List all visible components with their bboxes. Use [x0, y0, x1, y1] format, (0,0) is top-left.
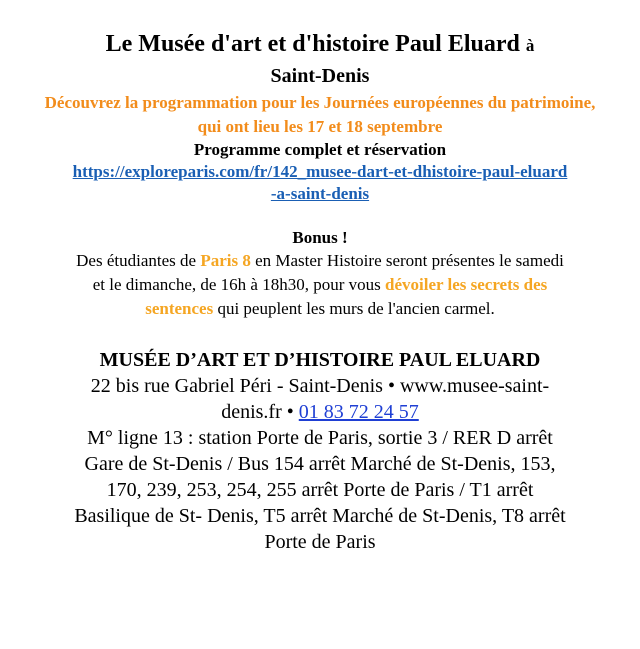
bonus-title: Bonus !	[292, 228, 348, 247]
title-preposition: à	[525, 36, 535, 55]
page-title	[40, 30, 600, 89]
program-link[interactable]: https://exploreparis.com/fr/142_musee-dart-et-dhistoire-paul-eluard-a-saint-denis	[72, 162, 568, 203]
bonus-text-part-3: qui peuplent les murs de l'ancien carmel.	[213, 299, 495, 318]
title-city: Saint-Denis	[270, 65, 370, 87]
museum-address-text: 22 bis rue Gabriel Péri - Saint-Denis • www.musee-saint-denis.fr •	[90, 375, 550, 423]
program-label: Programme complet et réservation	[193, 140, 447, 159]
museum-address	[75, 373, 565, 425]
museum-phone-link[interactable]: 01 83 72 24 57	[298, 401, 419, 423]
bonus-highlight-secrets: dévoiler les secrets des sentences	[145, 275, 548, 318]
bonus-text-part-1: Des étudiantes de	[76, 251, 201, 270]
museum-transport: M° ligne 13 : station Porte de Paris, sortie 3 / RER D arrêt Gare de St-Denis / Bus 154 arrêt Marché de St-Denis, 153, 170, 239, 253, 254, 255 arrêt Porte de Paris / T1 arrêt Basilique de St- Denis, T5 arrêt Marché de St-Denis, T8 arrêt Porte de Paris	[74, 427, 566, 553]
bonus-text-part-2: en Master Histoire seront présentes le samedi et le dimanche, de 16h à 18h30, pour vous	[92, 251, 564, 294]
event-announcement: Découvrez la programmation pour les Journées européennes du patrimoine, qui ont lieu les 17 et 18 septembre	[44, 93, 596, 136]
museum-name: MUSÉE D’ART ET D’HISTOIRE PAUL ELUARD	[99, 349, 541, 371]
bonus-text	[76, 249, 564, 321]
bonus-highlight-paris8: Paris 8	[200, 251, 251, 270]
title-main: Le Musée d'art et d'histoire Paul Eluard	[105, 31, 520, 57]
